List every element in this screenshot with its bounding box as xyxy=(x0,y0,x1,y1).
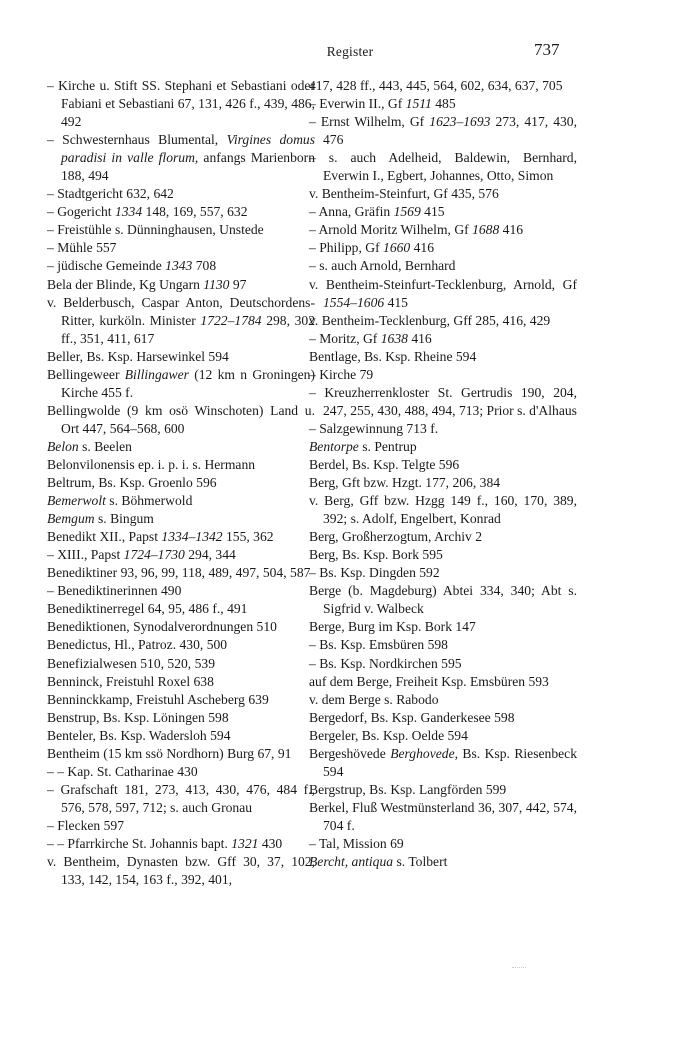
index-entry: – Kirche 79 xyxy=(309,366,374,382)
index-entry: Beller, Bs. Ksp. Harsewinkel 594 xyxy=(47,348,229,364)
index-entry: Benstrup, Bs. Ksp. Löningen 598 xyxy=(47,709,229,725)
index-entry: – Philipp, Gf 1660 416 xyxy=(309,240,434,256)
index-entry: – Stadtgericht 632, 642 xyxy=(47,186,174,202)
index-column-right xyxy=(309,77,577,871)
index-entry: Beltrum, Bs. Ksp. Groenlo 596 xyxy=(47,475,217,491)
index-entry: Bentheim (15 km ssö Nordhorn) Burg 67, 91 xyxy=(47,745,292,761)
index-entry: Bela der Blinde, Kg Ungarn 1130 97 xyxy=(47,276,247,292)
index-entry: Bentlage, Bs. Ksp. Rheine 594 xyxy=(309,348,477,364)
index-entry: Belon s. Beelen xyxy=(47,438,132,454)
index-entry: – Anna, Gräfin 1569 415 xyxy=(309,204,445,220)
index-entry: Berg, Großherzogtum, Archiv 2 xyxy=(309,529,483,545)
index-entry: Benediktinerregel 64, 95, 486 f., 491 xyxy=(47,601,248,617)
index-entry: Benedikt XII., Papst 1334–1342 155, 362 xyxy=(47,529,274,545)
index-entry: v. Bentheim, Dynasten bzw. Gff 30, 37, 102, 133, 142, 154, 163 f., 392, 401, xyxy=(47,854,315,888)
index-entry: – Schwesternhaus Blumental, Virgines domus paradisi in valle florum, anfangs Marienborn 188, 494 xyxy=(47,132,315,184)
running-header: Register xyxy=(326,44,374,59)
index-entry: – Bs. Ksp. Nordkirchen 595 xyxy=(309,655,462,671)
index-entry: – Tal, Mission 69 xyxy=(309,835,404,851)
index-entry: – Moritz, Gf 1638 416 xyxy=(309,330,432,346)
index-entry: Benedictus, Hl., Patroz. 430, 500 xyxy=(47,637,228,653)
index-entry: v. Bentheim-Steinfurt, Gf 435, 576 xyxy=(309,186,499,202)
index-entry: – Grafschaft 181, 273, 413, 430, 476, 484 f., 576, 578, 597, 712; s. auch Gronau xyxy=(47,781,315,815)
index-entry: – Kirche u. Stift SS. Stephani et Sebastiani oder Fabiani et Sebastiani 67, 131, 426 f., 439, 486, 492 xyxy=(47,78,315,130)
index-entry: – Bs. Ksp. Emsbüren 598 xyxy=(309,637,448,653)
index-entry: Bergstrup, Bs. Ksp. Langförden 599 xyxy=(309,781,507,797)
index-entry: v. dem Berge s. Rabodo xyxy=(309,691,439,707)
index-entry: – Mühle 557 xyxy=(47,240,117,256)
index-entry: auf dem Berge, Freiheit Ksp. Emsbüren 593 xyxy=(309,673,549,689)
index-entry: Berg, Bs. Ksp. Bork 595 xyxy=(309,547,443,563)
index-entry: – s. auch Arnold, Bernhard xyxy=(309,258,456,274)
index-entry: – jüdische Gemeinde 1343 708 xyxy=(47,258,217,274)
index-entry: Berge, Burg im Ksp. Bork 147 xyxy=(309,619,476,635)
index-entry: 417, 428 ff., 443, 445, 564, 602, 634, 637, 705 xyxy=(309,78,563,93)
index-entry: Berg, Gft bzw. Hzgt. 177, 206, 384 xyxy=(309,475,501,491)
index-entry: Benninck, Freistuhl Roxel 638 xyxy=(47,673,214,689)
index-entry: – Arnold Moritz Wilhelm, Gf 1688 416 xyxy=(309,222,524,238)
index-entry: – – Pfarrkirche St. Johannis bapt. 1321 430 xyxy=(47,835,283,851)
index-entry: Bergedorf, Bs. Ksp. Ganderkesee 598 xyxy=(309,709,515,725)
page-number: 737 xyxy=(534,40,560,59)
index-entry: Bellingeweer Billingawer (12 km n Groningen) Kirche 455 f. xyxy=(47,366,315,400)
index-entry: Bemerwolt s. Böhmerwold xyxy=(47,493,193,509)
index-entry: v. Berg, Gff bzw. Hzgg 149 f., 160, 170, 389, 392; s. Adolf, Engelbert, Konrad xyxy=(309,493,577,527)
index-entry: – Benediktinerinnen 490 xyxy=(47,583,182,599)
index-entry: Bergeshövede Berghovede, Bs. Ksp. Riesenbeck 594 xyxy=(309,745,578,779)
index-entry: Bergeler, Bs. Ksp. Oelde 594 xyxy=(309,727,468,743)
index-entry: Bercht, antiqua s. Tolbert xyxy=(309,854,448,870)
index-entry: v. Belderbusch, Caspar Anton, Deutschordens-Ritter, kurköln. Minister 1722–1784 298, 302 ff., 351, 411, 617 xyxy=(47,294,315,346)
index-entry: Berdel, Bs. Ksp. Telgte 596 xyxy=(309,456,460,472)
index-entry: – Kreuzherrenkloster St. Gertrudis 190, 204, 247, 255, 430, 488, 494, 713; Prior s. d'Alhaus xyxy=(309,384,577,418)
index-entry: v. Bentheim-Steinfurt-Tecklenburg, Arnold, Gf 1554–1606 415 xyxy=(309,276,577,310)
index-entry: Bemgum s. Bingum xyxy=(47,511,154,527)
index-entry: v. Bentheim-Tecklenburg, Gff 285, 416, 429 xyxy=(309,312,551,328)
index-entry: Benefizialwesen 510, 520, 539 xyxy=(47,655,215,671)
index-entry: – Everwin II., Gf 1511 485 xyxy=(309,96,456,112)
index-entry: Benninckkamp, Freistuhl Ascheberg 639 xyxy=(47,691,269,707)
index-entry: Belonvilonensis ep. i. p. i. s. Hermann xyxy=(47,456,256,472)
index-entry: Benteler, Bs. Ksp. Wadersloh 594 xyxy=(47,727,231,743)
index-entry: – Salzgewinnung 713 f. xyxy=(309,420,439,436)
index-entry: – Flecken 597 xyxy=(47,817,125,833)
index-column-left xyxy=(47,77,315,889)
index-entry: – – Kap. St. Catharinae 430 xyxy=(47,763,198,779)
faint-mark xyxy=(512,967,526,968)
index-entry: Berkel, Fluß Westmünsterland 36, 307, 442, 574, 704 f. xyxy=(309,799,577,833)
index-entry: – Gogericht 1334 148, 169, 557, 632 xyxy=(47,204,248,220)
index-entry: – Bs. Ksp. Dingden 592 xyxy=(309,565,440,581)
index-entry: – Ernst Wilhelm, Gf 1623–1693 273, 417, 430, 476 xyxy=(309,114,577,148)
index-entry: Bellingwolde (9 km osö Winschoten) Land u. Ort 447, 564–568, 600 xyxy=(47,402,315,436)
index-entry: Bentorpe s. Pentrup xyxy=(309,438,417,454)
index-entry: – XIII., Papst 1724–1730 294, 344 xyxy=(47,547,236,563)
index-entry: – Freistühle s. Dünninghausen, Unstede xyxy=(47,222,264,238)
index-entry: Benediktiner 93, 96, 99, 118, 489, 497, 504, 587 xyxy=(47,565,311,581)
index-entry: Benediktionen, Synodalverordnungen 510 xyxy=(47,619,277,635)
index-entry: Berge (b. Magdeburg) Abtei 334, 340; Abt s. Sigfrid v. Walbeck xyxy=(309,583,577,617)
index-entry: – s. auch Adelheid, Baldewin, Bernhard, Everwin I., Egbert, Johannes, Otto, Simon xyxy=(309,150,577,184)
